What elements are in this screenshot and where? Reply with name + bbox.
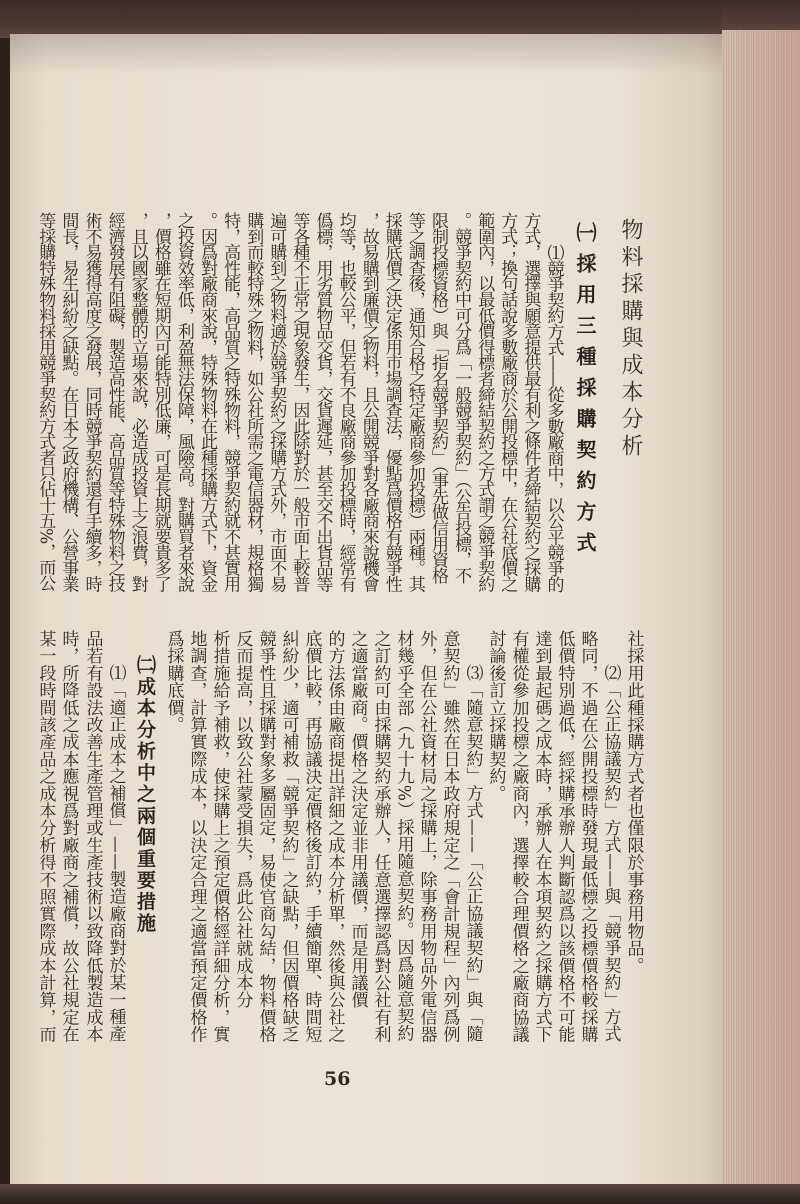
- text-column: 方式；換句話說多數廠商於公開投標中，在公社底價之: [497, 212, 518, 592]
- running-head: 物料採購與成本分析: [618, 218, 643, 461]
- text-column: ，價格雖在短期內可能特別低廉，可是長期就要貴多了: [150, 212, 171, 592]
- text-column: 時，所降低之成本應視爲對廠商之補償，故公社規定在: [58, 630, 79, 1043]
- book-bottom-edge: [0, 1184, 800, 1204]
- section-heading-2: ㈡成本分析中之兩個重要措施: [134, 655, 156, 935]
- text-column: 爲採購底價。: [163, 630, 184, 734]
- text-column: ⑴「適正成本之補償」——製造廠商對於某一種產: [105, 664, 126, 1043]
- text-column: 外，但在公社資材局之採購上，除事務用物品外電信器: [416, 630, 437, 1043]
- text-column: 均等，也較公平，但若有不良廠商參加投標時，經常有: [335, 212, 356, 592]
- text-column: 底價比較，再協議決定價格後訂約，手續簡單、時間短: [301, 630, 322, 1043]
- text-column: 之訂約可由採購契約承辦人，任意選擇認爲對公社有利: [370, 630, 391, 1043]
- text-column: ，故易購到廉價之物料，且公開競爭對各廠商來說機會: [358, 212, 379, 592]
- text-column: 糾紛少，適可補救「競爭契約」之缺點，但因價格缺乏: [278, 630, 299, 1043]
- text-column: 等各種不正常之現象發生，因此除對於一般市面上較普: [289, 212, 310, 592]
- text-column: 之適當廠商。價格之決定並非用議價，而是用議價: [347, 630, 368, 1009]
- text-column: 間長，易生糾紛之缺點。在日本之政府機構、公營事業: [58, 212, 79, 592]
- text-column: 達到最起碼之成本時，承辦人在本項契約之採購方式下: [531, 630, 552, 1043]
- text-column: 等採購特殊物料採用競爭契約方式者只佔十五%，而公: [35, 212, 56, 591]
- text-column: ，且以國家整體的立場來說，必造成投資上之浪費，對: [127, 212, 148, 592]
- text-column: 材幾乎全部（九十九%）採用隨意契約。因爲隨意契約: [393, 630, 414, 1042]
- text-column: 範圍內，以最低價得標者締結契約之方式謂之競爭契約: [474, 212, 495, 592]
- text-column: 社採用此種採購方式者也僅限於事務用物品。: [623, 630, 644, 974]
- text-column: 品若有設法改善生產管理或生產技術以致降低製造成本: [82, 630, 103, 1043]
- text-column: 術不易獲得高度之發展，同時競爭契約還有手續多，時: [81, 212, 102, 592]
- text-column: 方式，選擇與願意提供最有利之條件者締結契約之採購: [520, 212, 541, 592]
- page-number: 56: [324, 1068, 351, 1090]
- text-column: 析措施給予補救，使採購上之預定價格經詳細分析，實: [209, 630, 230, 1043]
- text-column: 低價特別過低，經採購承辦人判斷認爲以該價格不可能: [554, 630, 575, 1043]
- text-column: 有權從參加投標之廠商內，選擇較合理價格之廠商協議: [508, 630, 529, 1043]
- section-heading-1: ㈠採用三種採購契約方式: [573, 222, 597, 563]
- page-shadow: [10, 34, 722, 74]
- text-column: 。競爭契約中可分爲「一般競爭契約」（公告投標，不: [451, 212, 472, 583]
- text-column: 限制投標資格）與「指名競爭契約」（事先做信用資格: [428, 212, 448, 583]
- text-column: 之投資效率低，利盈無法保障，風險高。對購買者來說: [173, 212, 194, 592]
- text-column: 經濟發展有阻礙，製造高性能、高品質等特殊物料之技: [104, 212, 125, 592]
- text-column: 購到而較特殊之物料，如公社所需之電信器材，規格獨: [243, 212, 264, 592]
- book-top-edge: [0, 0, 800, 38]
- text-column: 略同，不過在公開投標時發現最低標之投標價格較採購: [577, 630, 598, 1043]
- text-column: 等之調查後，通知合格之特定廠商參加投標）兩種。其: [404, 212, 425, 592]
- text-column: 採購底價之決定係用市場調查法，優點爲價格有競爭性: [381, 212, 402, 592]
- text-column: ⑵「公正協議契約」方式——與「競爭契約」方式: [600, 664, 621, 1043]
- text-column: 討論後訂立採購契約。: [485, 630, 506, 802]
- text-column: ⑶「隨意契約」方式——「公正協議契約」與「隨: [462, 664, 483, 1043]
- text-column: 的方法係由廠商提出詳細之成本分析單，然後與公社之: [324, 630, 345, 1043]
- text-column: 地調查，計算實際成本，以決定合理之適當預定價格作: [186, 630, 207, 1043]
- text-column: 遍可購到之物料適於競爭契約之採購方式外，市面不易: [266, 212, 287, 592]
- text-column: 競爭性且採購對象多屬固定，易使官商勾結，物料價格: [255, 630, 276, 1043]
- text-column: 特，高性能，高品質之特殊物料，競爭契約就不甚實用: [220, 212, 241, 592]
- text-column: 僞標，用劣質物品交貨，交貨遲延，甚至交不出貨品等: [312, 212, 333, 592]
- text-column: 某一段時間該產品之成本分析得不照實際成本計算，而: [35, 630, 56, 1043]
- text-column: 意契約」雖然在日本政府規定之「會計規程」內列爲例: [439, 630, 460, 1043]
- page-stack-edge: [722, 30, 800, 1188]
- text-column: ⑴競爭契約方式——從多數廠商中，以公平競爭的: [543, 243, 564, 592]
- text-column: 反而提高，以致公社蒙受損失，爲此公社就成本分: [232, 630, 253, 1009]
- text-column: 。因爲對廠商來說，特殊物料在此種採購方式下，資金: [197, 212, 217, 592]
